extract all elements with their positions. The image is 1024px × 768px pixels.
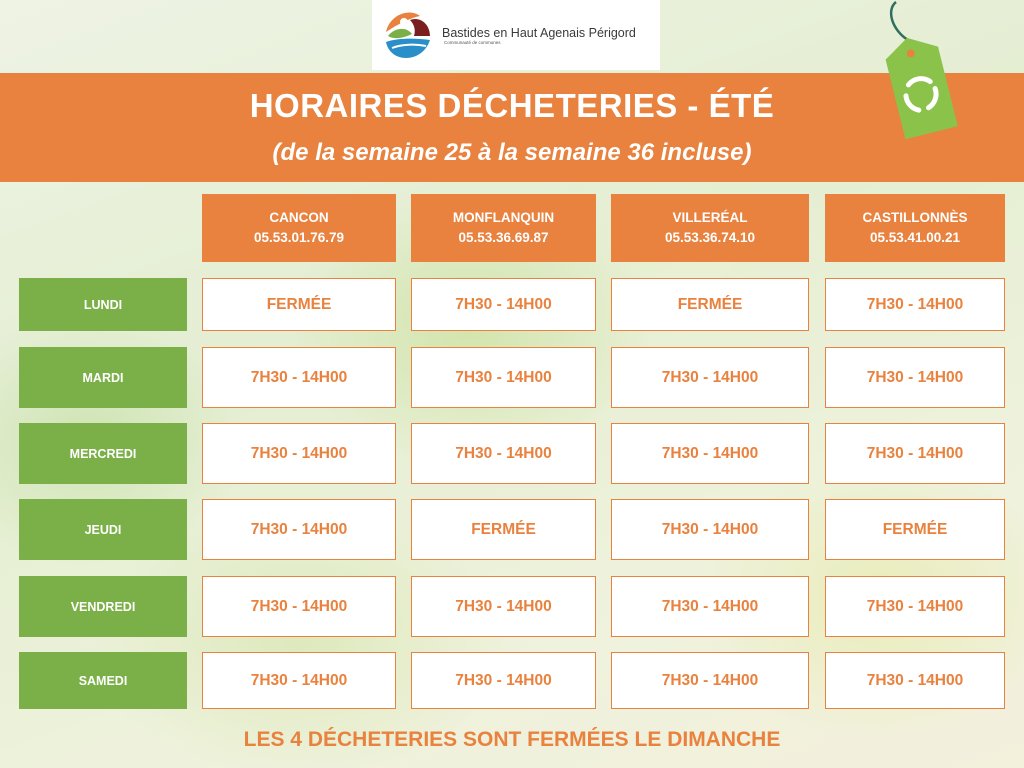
day-label: VENDREDI [19, 576, 187, 637]
day-label: JEUDI [19, 499, 187, 560]
column-name: MONFLANQUIN [452, 210, 555, 225]
logo-name: Bastides en Haut Agenais Périgord [442, 26, 636, 40]
column-phone: 05.53.36.74.10 [664, 230, 756, 245]
page-title: HORAIRES DÉCHETERIES - ÉTÉ [249, 87, 775, 124]
hours-cell: 7H30 - 14H00 [202, 347, 396, 408]
sunday-closure-note: LES 4 DÉCHETERIES SONT FERMÉES LE DIMANCHE [243, 728, 781, 751]
hours-cell: 7H30 - 14H00 [202, 652, 396, 709]
hours-cell: 7H30 - 14H00 [825, 278, 1005, 331]
column-phone: 05.53.01.76.79 [253, 230, 345, 245]
column-phone: 05.53.36.69.87 [458, 230, 549, 245]
column-name: VILLERÉAL [672, 210, 748, 225]
page-subtitle: (de la semaine 25 à la semaine 36 incluse) [272, 139, 752, 166]
column-header-castillonnes [825, 194, 1005, 262]
hours-cell: 7H30 - 14H00 [202, 423, 396, 484]
day-label: LUNDI [19, 278, 187, 331]
hours-cell: 7H30 - 14H00 [611, 652, 809, 709]
hours-cell: FERMÉE [611, 278, 809, 331]
hours-cell: 7H30 - 14H00 [825, 576, 1005, 637]
hours-cell: 7H30 - 14H00 [825, 423, 1005, 484]
column-name: CANCON [269, 210, 329, 225]
hours-cell: 7H30 - 14H00 [611, 499, 809, 560]
hours-cell: 7H30 - 14H00 [411, 347, 596, 408]
hours-cell: FERMÉE [202, 278, 396, 331]
logo-tagline: Communauté de communes [444, 40, 501, 45]
hours-cell: 7H30 - 14H00 [411, 423, 596, 484]
column-name: CASTILLONNÈS [862, 210, 968, 225]
hours-cell: 7H30 - 14H00 [825, 652, 1005, 709]
bastides-logo-icon [380, 6, 436, 62]
hours-cell: 7H30 - 14H00 [411, 652, 596, 709]
hours-cell: FERMÉE [825, 499, 1005, 560]
column-header-cancon [202, 194, 396, 262]
recycle-tag-icon [866, 0, 976, 150]
hours-cell: FERMÉE [411, 499, 596, 560]
day-label: MERCREDI [19, 423, 187, 484]
hours-cell: 7H30 - 14H00 [825, 347, 1005, 408]
hours-cell: 7H30 - 14H00 [611, 423, 809, 484]
hours-cell: 7H30 - 14H00 [202, 576, 396, 637]
hours-cell: 7H30 - 14H00 [411, 576, 596, 637]
column-header-monflanquin [411, 194, 596, 262]
logo [372, 0, 660, 70]
hours-cell: 7H30 - 14H00 [411, 278, 596, 331]
day-label: MARDI [19, 347, 187, 408]
hours-cell: 7H30 - 14H00 [611, 576, 809, 637]
column-phone: 05.53.41.00.21 [869, 230, 961, 245]
day-label: SAMEDI [19, 652, 187, 709]
column-header-villereal [611, 194, 809, 262]
hours-cell: 7H30 - 14H00 [202, 499, 396, 560]
hours-cell: 7H30 - 14H00 [611, 347, 809, 408]
